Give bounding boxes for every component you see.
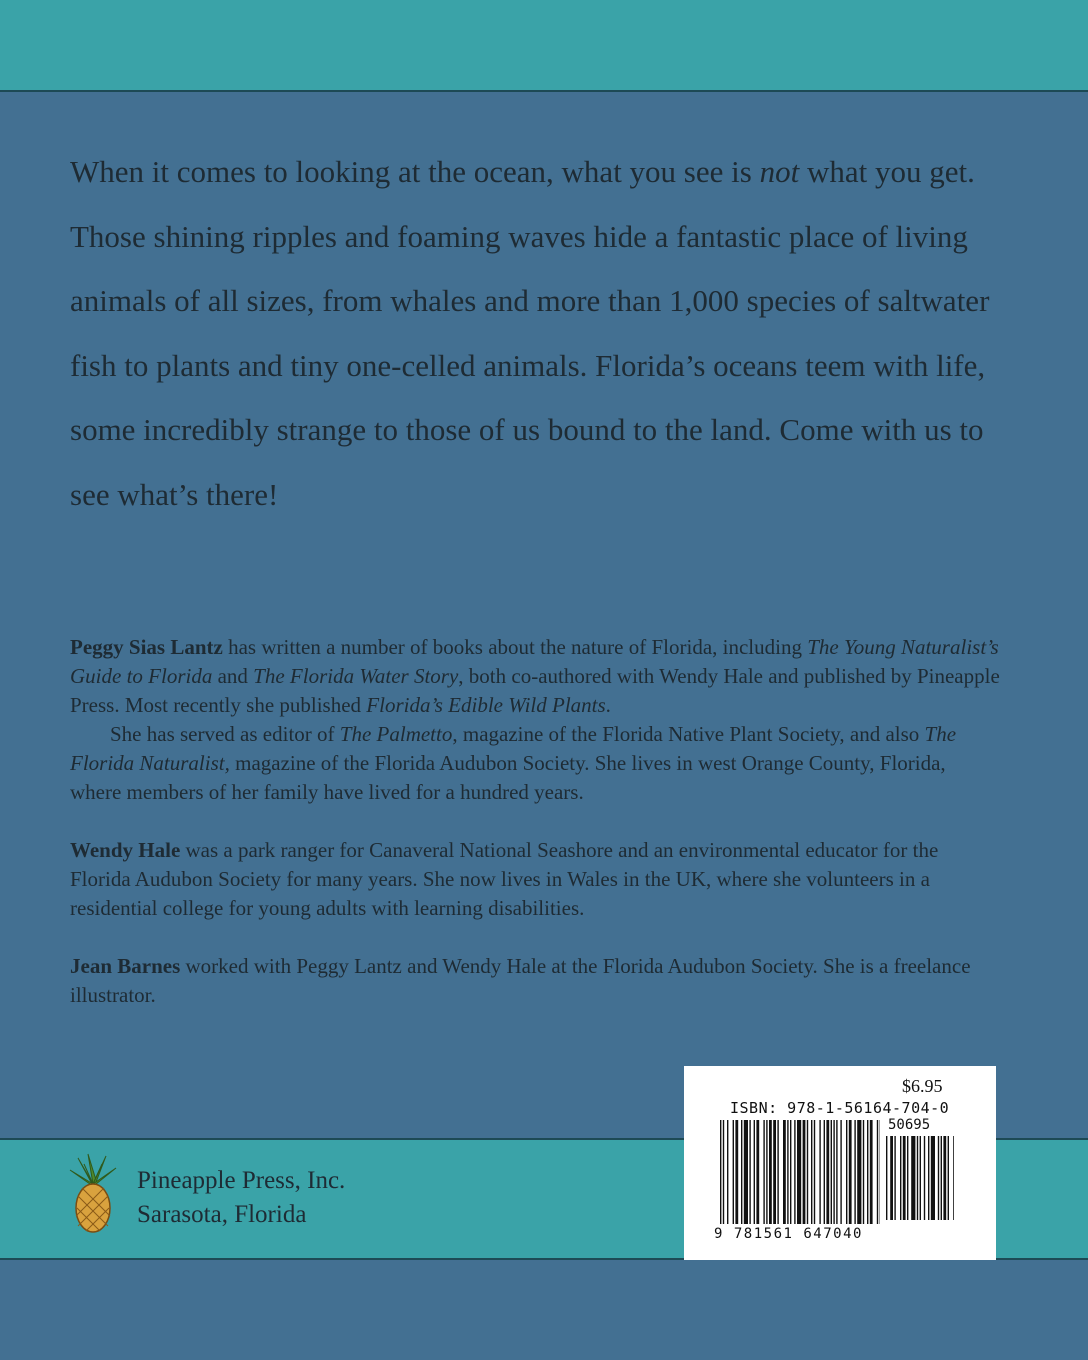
illustrator-name: Jean Barnes xyxy=(70,954,181,978)
bio-text: has written a number of books about the nature of Florida, including xyxy=(222,635,808,659)
bio-peggy-lantz-continued xyxy=(70,720,1000,807)
publisher-name: Pineapple Press, Inc. xyxy=(137,1167,346,1194)
bio-peggy-lantz xyxy=(70,633,1000,720)
bio-text: , both co-authored with Wendy Hale and published by Pineapple Press. Most recently she published xyxy=(70,664,1000,717)
barcode-panel xyxy=(684,1066,996,1260)
author-name: Wendy Hale xyxy=(70,838,181,862)
bio-text: was a park ranger for Canaveral National Seashore and an environmental educator for the Florida Audubon Society for many years. She now lives in Wales in the UK, where she volunteers in a residential college for young adults with learning disabilities. xyxy=(70,838,939,920)
bio-text: . xyxy=(605,693,611,717)
blurb-text-continued: what you get. Those shining ripples and foaming waves hide a fantastic place of living animals of all sizes, from whales and more than 1,000 species of saltwater fish to plants and tiny one-celled animals. Florida’s oceans teem with life, some incredibly strange to those of us bound to the land. Come with us to see what’s there! xyxy=(70,154,990,512)
bio-text: She has served as editor of xyxy=(110,722,340,746)
author-name: Peggy Sias Lantz xyxy=(70,635,223,659)
back-cover-blurb xyxy=(70,140,1030,527)
barcode-digits: 9 781561 647040 xyxy=(714,1226,863,1242)
publisher-imprint xyxy=(137,1164,345,1232)
price-label: $6.95 xyxy=(902,1076,943,1096)
magazine-title: The Florida Naturalist, xyxy=(70,722,957,775)
book-title: The Young Naturalist’s Guide to Florida xyxy=(70,635,999,688)
book-title: Florida’s Edible Wild Plants xyxy=(366,693,606,717)
top-teal-band xyxy=(0,0,1088,92)
pineapple-icon xyxy=(66,1150,120,1234)
book-title: The Florida Water Story xyxy=(253,664,459,688)
addon-barcode-icon xyxy=(886,1136,954,1220)
author-bios xyxy=(70,633,1000,1010)
magazine-title: The Palmetto xyxy=(339,722,453,746)
bio-text: , magazine of the Florida Native Plant Society, and also xyxy=(452,722,925,746)
bio-text: and xyxy=(212,664,254,688)
publisher-location: Sarasota, Florida xyxy=(137,1201,307,1228)
bio-jean-barnes xyxy=(70,952,1000,1010)
blurb-emphasis: not xyxy=(759,154,800,189)
ean-barcode-icon xyxy=(720,1120,880,1224)
bio-text: worked with Peggy Lantz and Wendy Hale at the Florida Audubon Society. She is a freelance illustrator. xyxy=(70,954,971,1007)
bio-text: magazine of the Florida Audubon Society. She lives in west Orange County, Florida, where members of her family have lived for a hundred years. xyxy=(70,751,946,804)
blurb-text: When it comes to looking at the ocean, what you see is xyxy=(70,154,760,189)
price-addon-code: 50695 xyxy=(888,1117,931,1133)
bio-wendy-hale xyxy=(70,836,1000,923)
isbn-label: ISBN: 978-1-56164-704-0 xyxy=(730,1099,950,1117)
